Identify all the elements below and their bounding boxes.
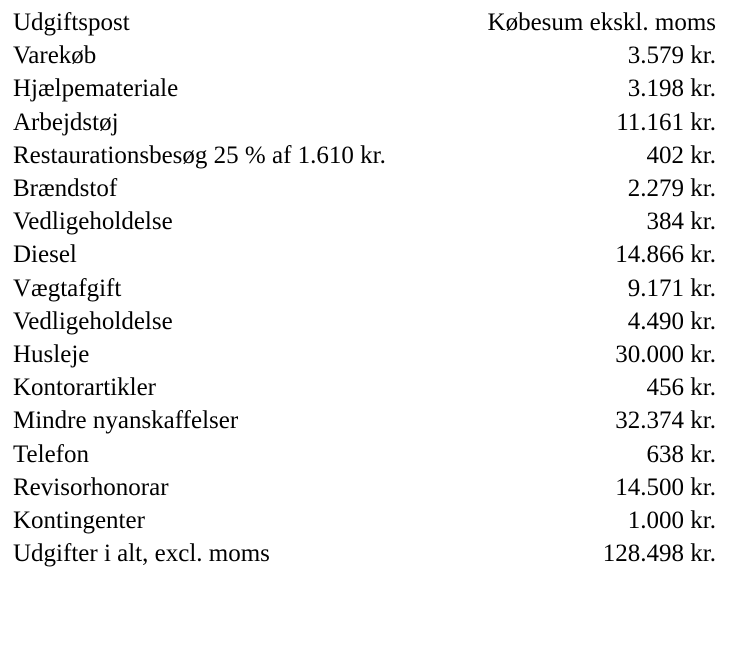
row-item: Vedligeholdelse [13,208,173,236]
table-row [13,305,716,338]
row-amount: 11.161 kr. [616,108,716,136]
row-amount: 30.000 kr. [615,341,716,369]
row-item: Kontorartikler [13,374,157,402]
row-amount: 9.171 kr. [627,274,716,302]
table-row [13,238,716,271]
row-amount: 2.279 kr. [627,175,716,203]
row-amount: 14.866 kr. [615,241,716,269]
row-amount: 402 kr. [646,141,716,169]
row-item: Husleje [13,341,90,369]
column-header-item: Udgiftspost [13,9,130,36]
table-row [13,272,716,305]
table-row [13,471,716,504]
table-row [13,371,716,404]
row-item: Varekøb [13,42,97,70]
row-amount: 4.490 kr. [627,307,716,335]
row-amount: 3.579 kr. [627,42,716,70]
row-item: Mindre nyanskaffelser [13,407,239,435]
row-item: Restaurationsbesøg 25 % af 1.610 kr. [13,141,386,169]
row-item: Brændstof [13,175,118,203]
row-amount: 14.500 kr. [615,473,716,501]
row-amount: 384 kr. [646,208,716,236]
table-row [13,139,716,172]
row-amount: 32.374 kr. [615,407,716,435]
total-label: Udgifter i alt, excl. moms [13,540,270,568]
row-item: Diesel [13,241,77,269]
row-item: Arbejdstøj [13,108,119,136]
row-amount: 638 kr. [646,440,716,468]
expense-table [13,6,716,570]
total-amount: 128.498 kr. [602,540,716,568]
table-row [13,72,716,105]
table-row [13,338,716,371]
row-item: Vedligeholdelse [13,307,173,335]
table-row [13,106,716,139]
table-row [13,438,716,471]
row-amount: 1.000 kr. [627,507,716,535]
table-row [13,172,716,205]
row-amount: 456 kr. [646,374,716,402]
total-row [13,537,716,570]
table-row [13,205,716,238]
row-item: Revisorhonorar [13,473,169,501]
row-amount: 3.198 kr. [627,75,716,103]
table-row [13,39,716,72]
expense-table-body [13,39,716,570]
header-row [13,6,716,39]
row-item: Kontingenter [13,507,145,535]
table-row [13,404,716,437]
row-item: Vægtafgift [13,274,122,302]
column-header-amount: Købesum ekskl. moms [487,9,716,36]
table-row [13,504,716,537]
expense-table-header [13,6,716,39]
row-item: Telefon [13,440,89,468]
row-item: Hjælpemateriale [13,75,179,103]
